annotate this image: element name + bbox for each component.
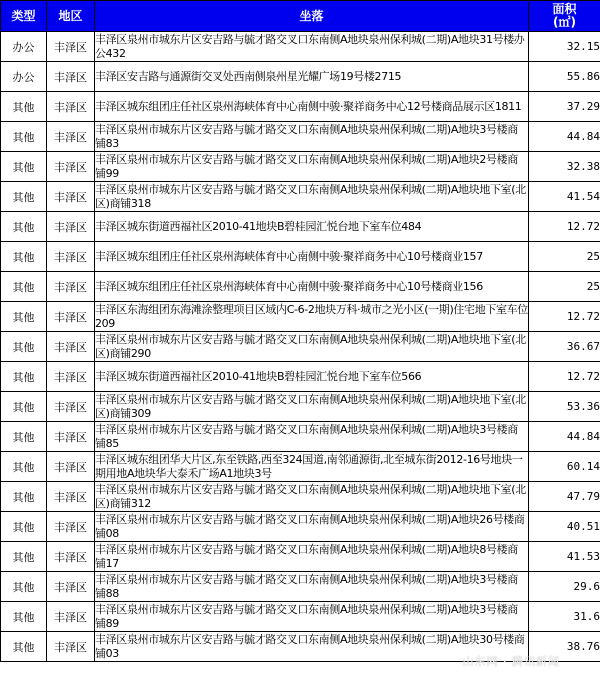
table-row — [1, 542, 600, 572]
cell-area: 55.86 — [529, 62, 600, 92]
cell-area: 12.72 — [529, 212, 600, 242]
table-row — [1, 272, 600, 302]
cell-address: 丰泽区泉州市城东片区安吉路与毓才路交叉口东南侧A地块泉州保利城(二期)A地块31号楼办公432 — [95, 32, 529, 62]
cell-district: 丰泽区 — [47, 122, 95, 152]
table-row — [1, 422, 600, 452]
table-row — [1, 482, 600, 512]
cell-area: 44.84 — [529, 122, 600, 152]
cell-type: 其他 — [1, 362, 47, 392]
cell-address: 丰泽区泉州市城东片区安吉路与毓才路交叉口东南侧A地块泉州保利城(二期)A地块地下室(北区)商铺318 — [95, 182, 529, 212]
cell-district: 丰泽区 — [47, 542, 95, 572]
cell-district: 丰泽区 — [47, 302, 95, 332]
cell-type: 其他 — [1, 452, 47, 482]
cell-type: 其他 — [1, 302, 47, 332]
cell-type: 其他 — [1, 152, 47, 182]
table-row — [1, 602, 600, 632]
cell-district: 丰泽区 — [47, 152, 95, 182]
header-area — [529, 1, 600, 32]
cell-type: 其他 — [1, 512, 47, 542]
cell-district: 丰泽区 — [47, 572, 95, 602]
cell-address: 丰泽区泉州市城东片区安吉路与毓才路交叉口东南侧A地块泉州保利城(二期)A地块30号楼商铺03 — [95, 632, 529, 662]
header-area-unit: (㎡) — [553, 15, 576, 29]
cell-type: 办公 — [1, 62, 47, 92]
cell-address: 丰泽区泉州市城东片区安吉路与毓才路交叉口东南侧A地块泉州保利城(二期)A地块3号楼商铺83 — [95, 122, 529, 152]
table-row — [1, 212, 600, 242]
header-area-label: 面积 — [552, 2, 577, 16]
cell-type: 其他 — [1, 242, 47, 272]
table-row — [1, 152, 600, 182]
cell-area: 31.6 — [529, 602, 600, 632]
table-row — [1, 452, 600, 482]
cell-type: 其他 — [1, 92, 47, 122]
cell-area: 32.38 — [529, 152, 600, 182]
cell-area: 36.67 — [529, 332, 600, 362]
cell-type: 其他 — [1, 632, 47, 662]
table-row — [1, 302, 600, 332]
cell-area: 25 — [529, 242, 600, 272]
cell-district: 丰泽区 — [47, 182, 95, 212]
cell-type: 其他 — [1, 422, 47, 452]
table-row — [1, 92, 600, 122]
table-body — [1, 32, 600, 662]
table-row — [1, 242, 600, 272]
cell-area: 32.15 — [529, 32, 600, 62]
cell-district: 丰泽区 — [47, 482, 95, 512]
cell-area: 38.76 — [529, 632, 600, 662]
table-row — [1, 512, 600, 542]
cell-address: 丰泽区泉州市城东片区安吉路与毓才路交叉口东南侧A地块泉州保利城(二期)A地块26号楼商铺08 — [95, 512, 529, 542]
header-row — [1, 1, 600, 32]
cell-type: 办公 — [1, 32, 47, 62]
cell-type: 其他 — [1, 272, 47, 302]
cell-address: 丰泽区泉州市城东片区安吉路与毓才路交叉口东南侧A地块泉州保利城(二期)A地块3号楼商铺85 — [95, 422, 529, 452]
cell-district: 丰泽区 — [47, 452, 95, 482]
cell-district: 丰泽区 — [47, 32, 95, 62]
cell-address: 丰泽区泉州市城东片区安吉路与毓才路交叉口东南侧A地块泉州保利城(二期)A地块地下室(北区)商铺290 — [95, 332, 529, 362]
cell-address: 丰泽区城东组团庄任社区泉州海峡体育中心南侧中骏·聚祥商务中心12号楼商品展示区1811 — [95, 92, 529, 122]
cell-district: 丰泽区 — [47, 512, 95, 542]
cell-area: 37.29 — [529, 92, 600, 122]
cell-address: 丰泽区城东街道西福社区2010-41地块B碧桂园汇悦台地下室车位484 — [95, 212, 529, 242]
table-row — [1, 332, 600, 362]
cell-area: 60.14 — [529, 452, 600, 482]
table-row — [1, 32, 600, 62]
cell-type: 其他 — [1, 332, 47, 362]
header-type: 类型 — [1, 1, 47, 32]
cell-district: 丰泽区 — [47, 272, 95, 302]
cell-area: 25 — [529, 272, 600, 302]
header-address: 坐落 — [95, 1, 529, 32]
cell-address: 丰泽区泉州市城东片区安吉路与毓才路交叉口东南侧A地块泉州保利城(二期)A地块地下室(北区)商铺312 — [95, 482, 529, 512]
cell-address: 丰泽区泉州市城东片区安吉路与毓才路交叉口东南侧A地块泉州保利城(二期)A地块地下室(北区)商铺309 — [95, 392, 529, 422]
cell-address: 丰泽区泉州市城东片区安吉路与毓才路交叉口东南侧A地块泉州保利城(二期)A地块8号楼商铺17 — [95, 542, 529, 572]
cell-area: 12.72 — [529, 302, 600, 332]
cell-area: 53.36 — [529, 392, 600, 422]
header-district: 地区 — [47, 1, 95, 32]
cell-district: 丰泽区 — [47, 632, 95, 662]
cell-district: 丰泽区 — [47, 362, 95, 392]
cell-area: 44.84 — [529, 422, 600, 452]
cell-address: 丰泽区安吉路与通源街交叉处西南侧泉州星光耀广场19号楼2715 — [95, 62, 529, 92]
table-row — [1, 362, 600, 392]
cell-district: 丰泽区 — [47, 422, 95, 452]
cell-address: 丰泽区泉州市城东片区安吉路与毓才路交叉口东南侧A地块泉州保利城(二期)A地块3号楼商铺88 — [95, 572, 529, 602]
watermark: 山东网 · 腾讯新闻 — [462, 655, 560, 668]
cell-address: 丰泽区城东组团庄任社区泉州海峡体育中心南侧中骏·聚祥商务中心10号楼商业156 — [95, 272, 529, 302]
table-row — [1, 392, 600, 422]
cell-district: 丰泽区 — [47, 602, 95, 632]
table-row — [1, 182, 600, 212]
cell-area: 29.6 — [529, 572, 600, 602]
cell-type: 其他 — [1, 392, 47, 422]
cell-address: 丰泽区泉州市城东片区安吉路与毓才路交叉口东南侧A地块泉州保利城(二期)A地块2号楼商铺99 — [95, 152, 529, 182]
cell-type: 其他 — [1, 122, 47, 152]
cell-type: 其他 — [1, 572, 47, 602]
cell-area: 40.51 — [529, 512, 600, 542]
cell-type: 其他 — [1, 212, 47, 242]
cell-district: 丰泽区 — [47, 242, 95, 272]
cell-area: 47.79 — [529, 482, 600, 512]
cell-address: 丰泽区城东街道西福社区2010-41地块B碧桂园汇悦台地下室车位566 — [95, 362, 529, 392]
cell-type: 其他 — [1, 182, 47, 212]
cell-type: 其他 — [1, 482, 47, 512]
table-row — [1, 122, 600, 152]
cell-district: 丰泽区 — [47, 392, 95, 422]
cell-district: 丰泽区 — [47, 332, 95, 362]
cell-area: 41.53 — [529, 542, 600, 572]
cell-type: 其他 — [1, 542, 47, 572]
cell-address: 丰泽区泉州市城东片区安吉路与毓才路交叉口东南侧A地块泉州保利城(二期)A地块3号楼商铺89 — [95, 602, 529, 632]
cell-area: 12.72 — [529, 362, 600, 392]
cell-address: 丰泽区城东组团庄任社区泉州海峡体育中心南侧中骏·聚祥商务中心10号楼商业157 — [95, 242, 529, 272]
cell-area: 41.54 — [529, 182, 600, 212]
table-row — [1, 572, 600, 602]
cell-district: 丰泽区 — [47, 92, 95, 122]
cell-district: 丰泽区 — [47, 62, 95, 92]
cell-address: 丰泽区东海组团东海滩涂整理项目区域内C-6-2地块万科·城市之光小区(一期)住宅地下室车位 209 — [95, 302, 528, 330]
cell-type: 其他 — [1, 602, 47, 632]
cell-district: 丰泽区 — [47, 212, 95, 242]
table-row — [1, 62, 600, 92]
cell-address: 丰泽区城东组团华大片区,东至铁路,西至324国道,南邻通源街,北至城东街2012-16号地块一期用地A地块华大泰禾广场A1地块3号 — [95, 452, 529, 482]
